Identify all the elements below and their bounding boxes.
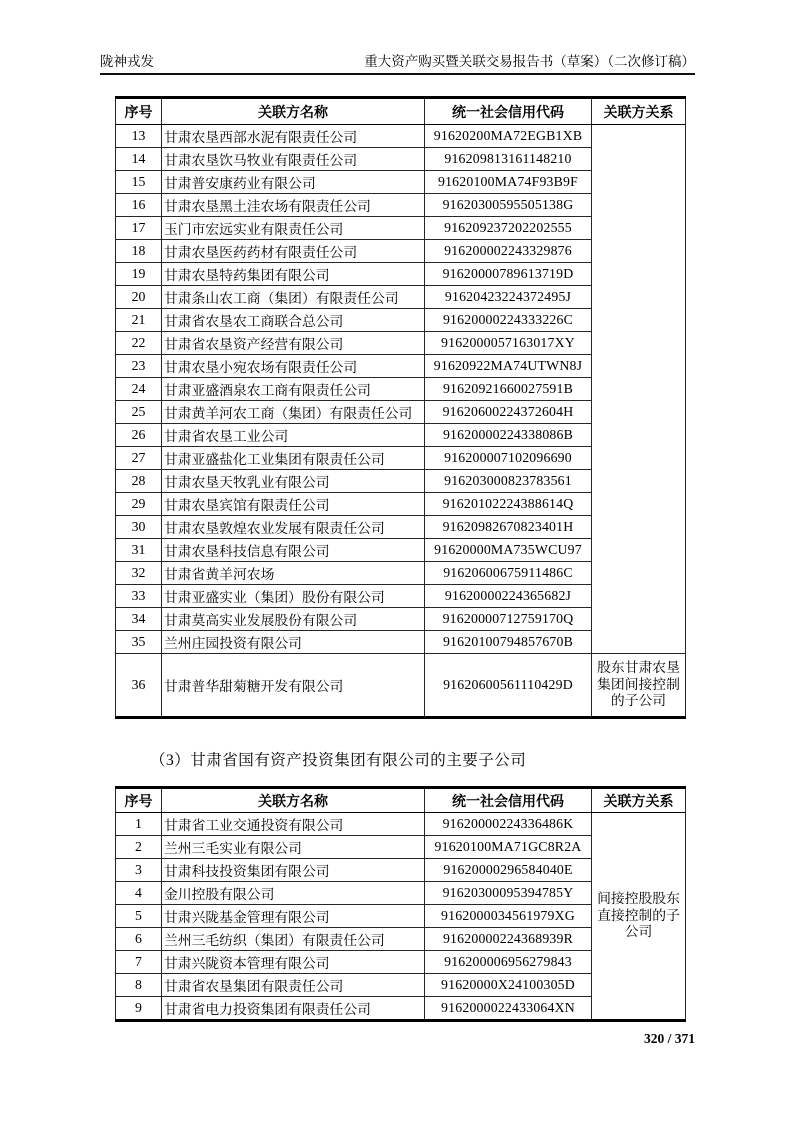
cell-code: 91620922MA74UTWN8J (425, 355, 592, 378)
cell-code: 91620000X24100305D (425, 974, 592, 997)
cell-relation-merged: 间接控股股东直接控制的子公司 (592, 813, 686, 1021)
header-right-report-title: 重大资产购买暨关联交易报告书（草案）（二次修订稿） (364, 54, 695, 69)
cell-code: 91620102224388614Q (425, 493, 592, 516)
cell-code: 916209813161148210 (425, 148, 592, 171)
col-header-index: 序号 (116, 98, 162, 125)
cell-name: 甘肃省黄羊河农场 (162, 562, 425, 585)
cell-code: 91620000224368939R (425, 928, 592, 951)
cell-index: 25 (116, 401, 162, 424)
cell-code: 9162000034561979XG (425, 905, 592, 928)
cell-index: 18 (116, 240, 162, 263)
cell-name: 甘肃省农垦资产经营有限公司 (162, 332, 425, 355)
cell-index: 7 (116, 951, 162, 974)
cell-code: 916200002243329876 (425, 240, 592, 263)
cell-code: 91620000296584040E (425, 859, 592, 882)
table-row (116, 813, 686, 836)
table2-body (116, 813, 686, 1021)
page-header (100, 53, 695, 71)
col-header-name: 关联方名称 (162, 788, 425, 813)
cell-name: 甘肃农垦敦煌农业发展有限责任公司 (162, 516, 425, 539)
cell-index: 14 (116, 148, 162, 171)
cell-index: 24 (116, 378, 162, 401)
cell-name: 金川控股有限公司 (162, 882, 425, 905)
cell-name: 甘肃农垦医药药材有限责任公司 (162, 240, 425, 263)
cell-code: 91620000789613719D (425, 263, 592, 286)
cell-name: 甘肃农垦宾馆有限责任公司 (162, 493, 425, 516)
cell-name: 甘肃省电力投资集团有限责任公司 (162, 997, 425, 1021)
cell-index: 19 (116, 263, 162, 286)
cell-name: 甘肃普安康药业有限公司 (162, 171, 425, 194)
cell-index: 15 (116, 171, 162, 194)
col-header-credit-code: 统一社会信用代码 (425, 788, 592, 813)
header-rule (100, 73, 695, 75)
cell-code: 91620982670823401H (425, 516, 592, 539)
cell-code: 91620600675911486C (425, 562, 592, 585)
cell-code: 916200006956279843 (425, 951, 592, 974)
cell-index: 23 (116, 355, 162, 378)
cell-index: 34 (116, 608, 162, 631)
cell-code: 9162000022433064XN (425, 997, 592, 1021)
cell-index: 3 (116, 859, 162, 882)
cell-name: 兰州三毛实业有限公司 (162, 836, 425, 859)
cell-code: 91620000712759170Q (425, 608, 592, 631)
cell-index: 31 (116, 539, 162, 562)
cell-index: 32 (116, 562, 162, 585)
cell-code: 91620300095394785Y (425, 882, 592, 905)
cell-index: 6 (116, 928, 162, 951)
cell-code: 91620000224365682J (425, 585, 592, 608)
cell-index: 35 (116, 631, 162, 654)
cell-index: 5 (116, 905, 162, 928)
cell-name: 甘肃农垦特药集团有限公司 (162, 263, 425, 286)
related-parties-table-2 (115, 786, 686, 1022)
cell-code: 91620000224333226C (425, 309, 592, 332)
cell-code: 91620000224338086B (425, 424, 592, 447)
cell-index: 22 (116, 332, 162, 355)
cell-code: 91620000MA735WCU97 (425, 539, 592, 562)
cell-name: 甘肃亚盛盐化工业集团有限责任公司 (162, 447, 425, 470)
cell-name: 甘肃农垦天牧乳业有限公司 (162, 470, 425, 493)
col-header-credit-code: 统一社会信用代码 (425, 98, 592, 125)
cell-name: 甘肃条山农工商（集团）有限责任公司 (162, 286, 425, 309)
cell-index: 8 (116, 974, 162, 997)
cell-relation: 股东甘肃农垦集团间接控制的子公司 (592, 654, 686, 718)
cell-name: 玉门市宏远实业有限责任公司 (162, 217, 425, 240)
cell-name: 甘肃省农垦集团有限责任公司 (162, 974, 425, 997)
table-header-row (116, 98, 686, 125)
cell-code: 91620100794857670B (425, 631, 592, 654)
related-parties-table-1 (115, 96, 686, 719)
cell-name: 兰州庄园投资有限公司 (162, 631, 425, 654)
cell-index: 17 (116, 217, 162, 240)
cell-name: 甘肃省农垦农工商联合总公司 (162, 309, 425, 332)
cell-name: 甘肃农垦科技信息有限公司 (162, 539, 425, 562)
cell-name: 甘肃兴陇资本管理有限公司 (162, 951, 425, 974)
cell-index: 21 (116, 309, 162, 332)
cell-index: 1 (116, 813, 162, 836)
cell-code: 91620100MA71GC8R2A (425, 836, 592, 859)
cell-index: 26 (116, 424, 162, 447)
col-header-relation: 关联方关系 (592, 98, 686, 125)
cell-code: 916209237202202555 (425, 217, 592, 240)
cell-index: 16 (116, 194, 162, 217)
cell-index: 13 (116, 125, 162, 148)
header-left-company: 陇神戎发 (100, 54, 154, 69)
table1-body (116, 125, 686, 718)
cell-index: 20 (116, 286, 162, 309)
cell-name: 甘肃农垦西部水泥有限责任公司 (162, 125, 425, 148)
cell-index: 29 (116, 493, 162, 516)
cell-code: 9162000057163017XY (425, 332, 592, 355)
cell-name: 甘肃兴陇基金管理有限公司 (162, 905, 425, 928)
cell-index: 9 (116, 997, 162, 1021)
cell-code: 916200007102096690 (425, 447, 592, 470)
cell-name: 甘肃省农垦工业公司 (162, 424, 425, 447)
cell-code: 91620600561110429D (425, 654, 592, 718)
cell-index: 33 (116, 585, 162, 608)
cell-relation-merged (592, 125, 686, 654)
col-header-relation: 关联方关系 (592, 788, 686, 813)
cell-name: 甘肃农垦黑土洼农场有限责任公司 (162, 194, 425, 217)
cell-name: 甘肃莫高实业发展股份有限公司 (162, 608, 425, 631)
col-header-index: 序号 (116, 788, 162, 813)
cell-index: 27 (116, 447, 162, 470)
cell-code: 91620300595505138G (425, 194, 592, 217)
cell-name: 甘肃亚盛实业（集团）股份有限公司 (162, 585, 425, 608)
cell-name: 甘肃普华甜菊糖开发有限公司 (162, 654, 425, 718)
table-row (116, 654, 686, 718)
cell-code: 91620600224372604H (425, 401, 592, 424)
page-number: 320 / 371 (643, 1031, 695, 1046)
cell-name: 甘肃农垦小宛农场有限责任公司 (162, 355, 425, 378)
section-heading: （3）甘肃省国有资产投资集团有限公司的主要子公司 (150, 752, 527, 769)
cell-code: 91620200MA72EGB1XB (425, 125, 592, 148)
cell-name: 兰州三毛纺织（集团）有限责任公司 (162, 928, 425, 951)
cell-code: 91620921660027591B (425, 378, 592, 401)
table-row (116, 125, 686, 148)
cell-index: 2 (116, 836, 162, 859)
cell-index: 4 (116, 882, 162, 905)
cell-name: 甘肃亚盛酒泉农工商有限责任公司 (162, 378, 425, 401)
table-header-row (116, 788, 686, 813)
cell-code: 91620100MA74F93B9F (425, 171, 592, 194)
cell-name: 甘肃农垦饮马牧业有限责任公司 (162, 148, 425, 171)
cell-index: 36 (116, 654, 162, 718)
cell-index: 28 (116, 470, 162, 493)
cell-index: 30 (116, 516, 162, 539)
cell-name: 甘肃黄羊河农工商（集团）有限责任公司 (162, 401, 425, 424)
cell-code: 91620423224372495J (425, 286, 592, 309)
cell-code: 916203000823783561 (425, 470, 592, 493)
cell-code: 91620000224336486K (425, 813, 592, 836)
cell-name: 甘肃省工业交通投资有限公司 (162, 813, 425, 836)
cell-name: 甘肃科技投资集团有限公司 (162, 859, 425, 882)
col-header-name: 关联方名称 (162, 98, 425, 125)
